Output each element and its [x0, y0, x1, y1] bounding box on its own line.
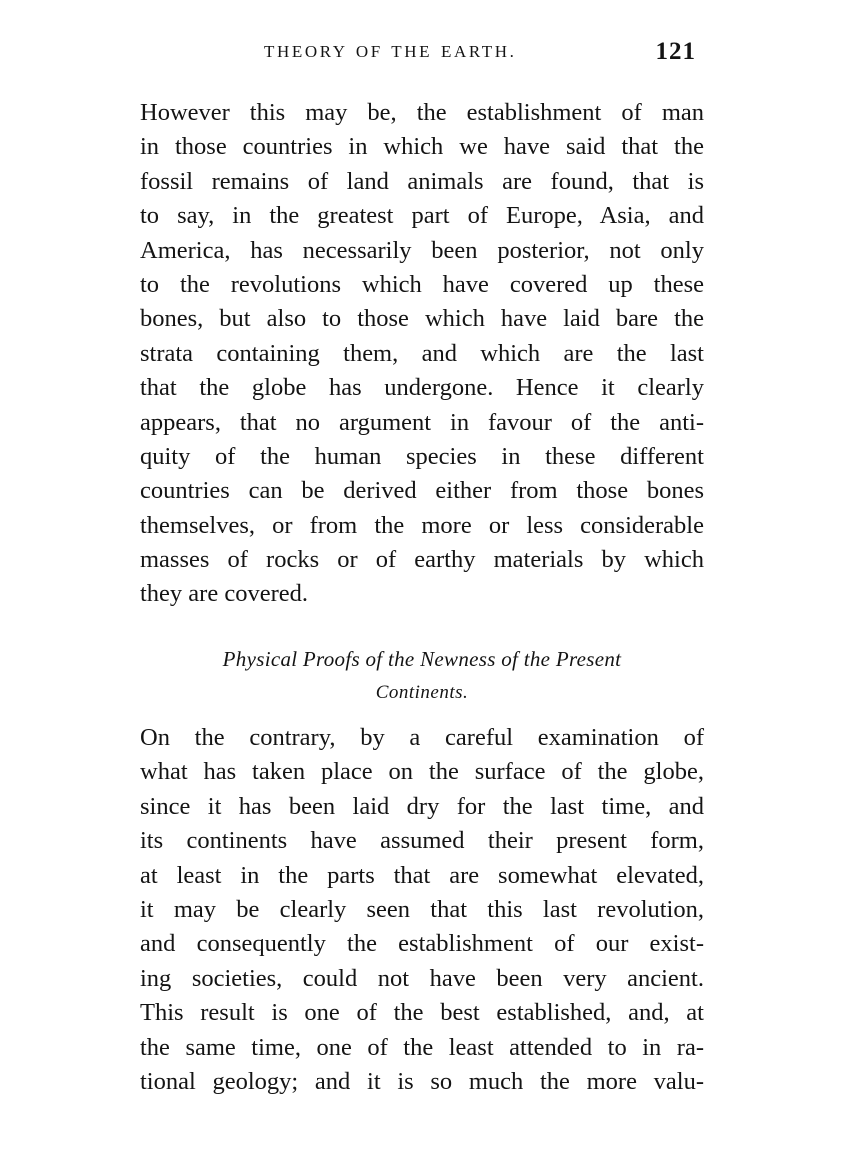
page-number: 121: [655, 38, 696, 65]
text-line: the same time, one of the least attended to in ra-: [140, 1033, 704, 1061]
text-line: This result is one of the best established, and, at: [140, 999, 704, 1027]
text-line: and consequently the establishment of our exist-: [140, 930, 704, 958]
text-line: tional geology; and it is so much the more valu-: [140, 1067, 704, 1095]
text-line: appears, that no argument in favour of the anti-: [140, 408, 704, 436]
section-heading: [140, 642, 704, 710]
text-line: bones, but also to those which have laid bare the: [140, 305, 704, 333]
text-line: at least in the parts that are somewhat elevated,: [140, 861, 704, 889]
paragraph-1: [140, 96, 704, 612]
text-line: it may be clearly seen that this last revolution,: [140, 895, 704, 923]
text-line: since it has been laid dry for the last time, and: [140, 792, 704, 820]
text-line: to say, in the greatest part of Europe, Asia, and: [140, 202, 704, 230]
text-line: fossil remains of land animals are found, that is: [140, 167, 704, 195]
text-line: themselves, or from the more or less considerable: [140, 511, 704, 539]
text-line: masses of rocks or of earthy materials by which: [140, 546, 704, 574]
text-line: that the globe has undergone. Hence it clearly: [140, 374, 704, 402]
section-heading-line-1: Physical Proofs of the Newness of the Present: [222, 647, 622, 671]
text-line: However this may be, the establishment of man: [140, 99, 704, 126]
text-line: countries can be derived either from those bones: [140, 477, 704, 505]
running-header: [140, 38, 700, 70]
paragraph-2: [140, 721, 704, 1099]
text-line: strata containing them, and which are the last: [140, 339, 704, 367]
text-line: in those countries in which we have said that the: [140, 133, 704, 161]
text-line: On the contrary, by a careful examination of: [140, 724, 704, 751]
text-line: ing societies, could not have been very ancient.: [140, 964, 704, 992]
text-line: to the revolutions which have covered up these: [140, 270, 704, 298]
text-line: America, has necessarily been posterior, not only: [140, 236, 704, 264]
section-heading-line-2: Continents.: [375, 682, 469, 703]
text-line: they are covered.: [140, 580, 308, 608]
text-line: its continents have assumed their present form,: [140, 827, 704, 855]
text-line: what has taken place on the surface of the globe,: [140, 758, 704, 786]
text-line: quity of the human species in these different: [140, 442, 704, 470]
running-title: THEORY OF THE EARTH.: [264, 42, 517, 61]
